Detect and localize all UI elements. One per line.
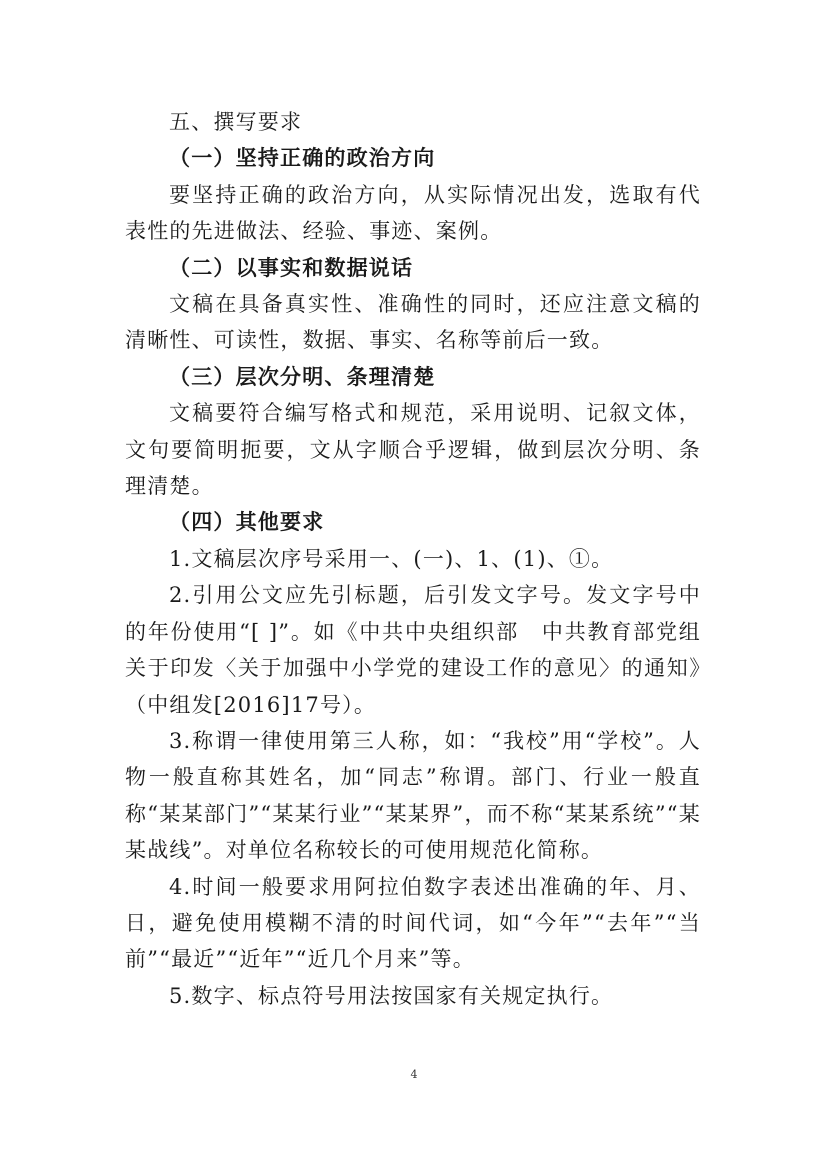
- subsection-body-3: 文稿要符合编写格式和规范，采用说明、记叙文体，文句要简明扼要，文从字顺合乎逻辑，做到层次分明、条理清楚。: [125, 401, 701, 499]
- subsection-heading-2: （二）以事实和数据说话: [169, 255, 414, 280]
- subsection-heading-1: （一）坚持正确的政治方向: [169, 146, 436, 171]
- requirement-item-1: 1.文稿层次序号采用一、(一)、1、(1)、①。: [169, 546, 614, 571]
- section-title: 五、撰写要求: [169, 110, 303, 134]
- subsection-heading-3: （三）层次分明、条理清楚: [169, 364, 436, 389]
- page-number: 4: [410, 1068, 418, 1081]
- subsection-body-2: 文稿在具备真实性、准确性的同时，还应注意文稿的清晰性、可读性，数据、事实、名称等前后一致。: [125, 292, 701, 353]
- requirement-item-3: 3.称谓一律使用第三人称，如：“我校”用“学校”。人物一般直称其姓名，加“同志”称谓。部门、行业一般直称“某某部门”“某某行业”“某某界”，而不称“某某系统”“某某战线”。对单位名称较长的可使用规范化简称。: [125, 728, 701, 863]
- requirement-item-5: 5.数字、标点符号用法按国家有关规定执行。: [169, 983, 614, 1008]
- subsection-body-1: 要坚持正确的政治方向，从实际情况出发，选取有代表性的先进做法、经验、事迹、案例。: [125, 182, 701, 244]
- requirement-item-4: 4.时间一般要求用阿拉伯数字表述出准确的年、月、日，避免使用模糊不清的时间代词，如“今年”“去年”“当前”“最近”“近年”“近几个月来”等。: [125, 874, 701, 972]
- requirement-item-2: 2.引用公文应先引标题，后引发文字号。发文字号中的年份使用“[ ]”。如《中共中央组织部 中共教育部党组关于印发〈关于加强中小学党的建设工作的意见〉的通知》（中组发[2016]17号）。: [125, 583, 701, 717]
- document-body: [125, 104, 701, 1014]
- subsection-heading-4: （四）其他要求: [169, 510, 325, 535]
